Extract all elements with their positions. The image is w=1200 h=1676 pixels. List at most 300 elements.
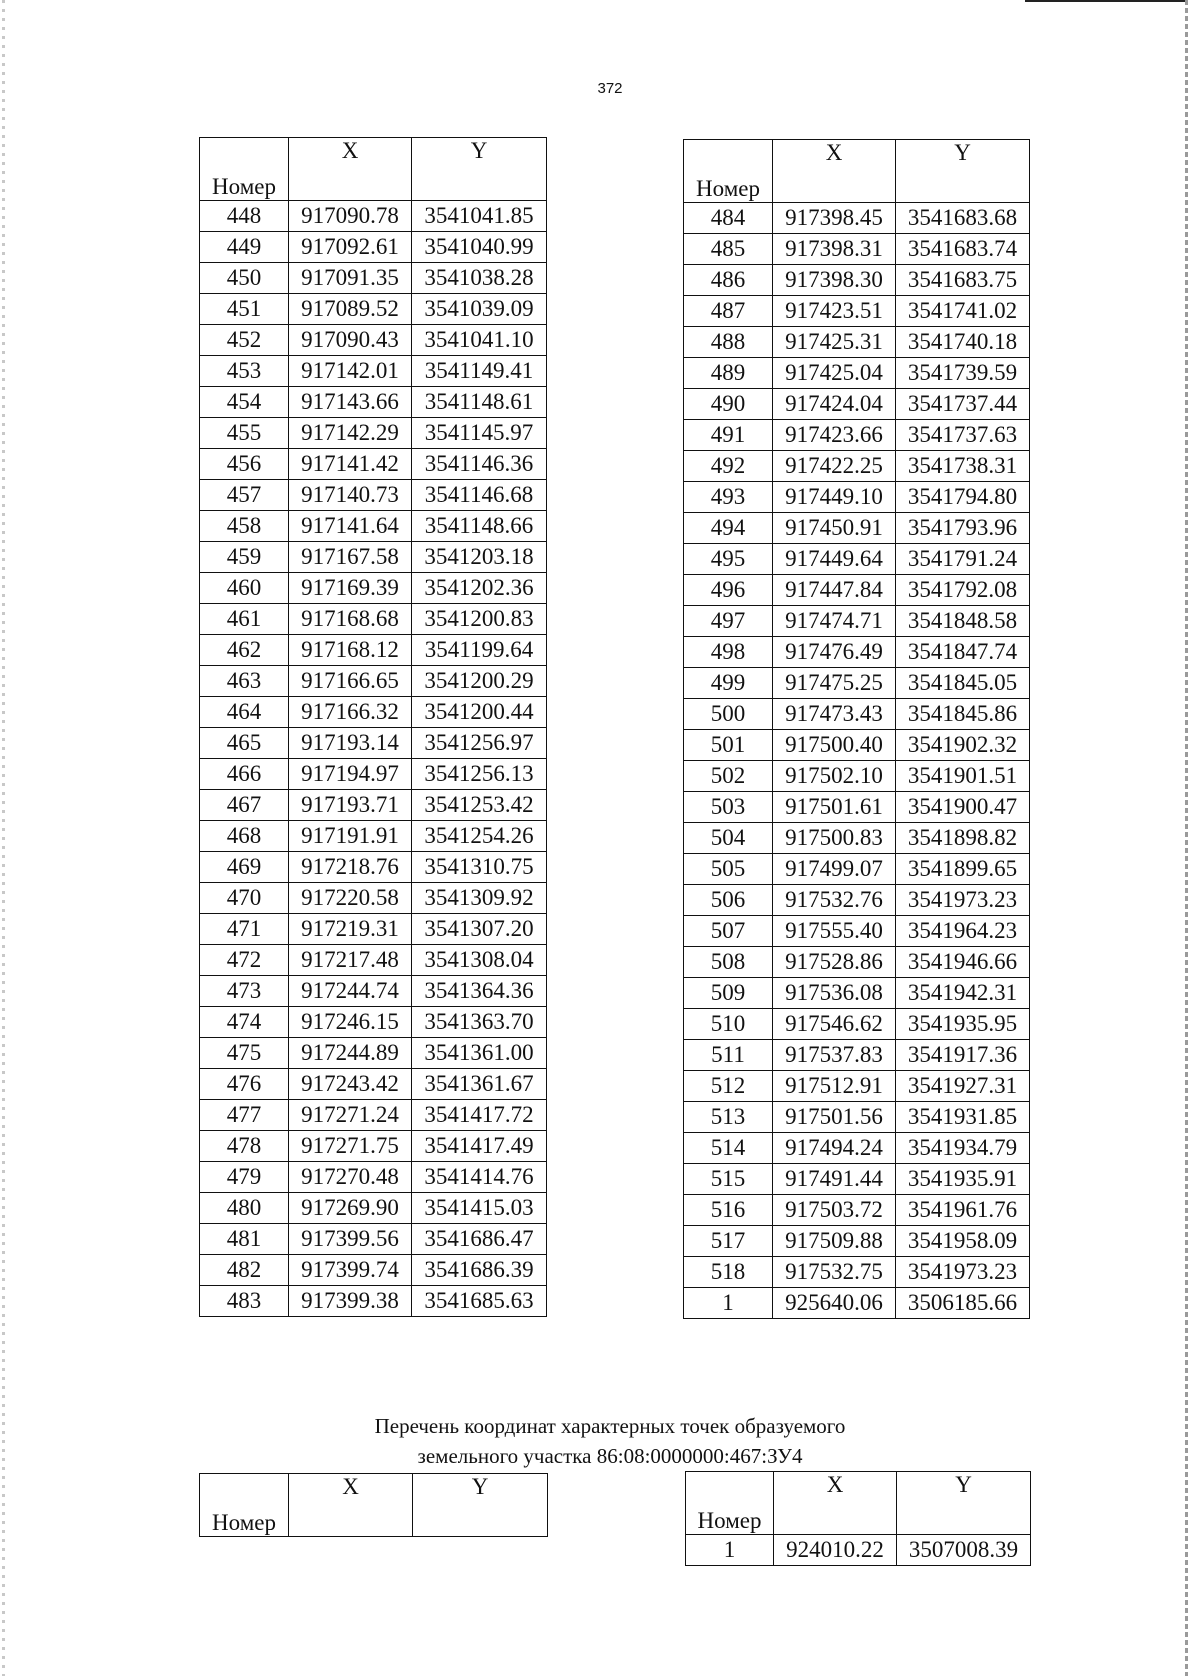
table-row [684, 451, 1030, 482]
cell-y: 3541739.59 [896, 358, 1030, 389]
cell-x: 917142.29 [289, 418, 412, 449]
cell-y: 3541307.20 [412, 914, 547, 945]
cell-number: 482 [200, 1255, 289, 1286]
table-row [684, 1009, 1030, 1040]
table-row [200, 883, 547, 914]
cell-x: 917217.48 [289, 945, 412, 976]
table-header-row [200, 1474, 548, 1537]
table-row [684, 854, 1030, 885]
cell-number: 448 [200, 201, 289, 232]
table-row [200, 635, 547, 666]
table-row [200, 821, 547, 852]
cell-y: 3541685.63 [412, 1286, 547, 1317]
header-x: X [773, 140, 896, 203]
cell-x: 917090.78 [289, 201, 412, 232]
table-header-row [200, 138, 547, 201]
table-row [200, 294, 547, 325]
cell-x: 924010.22 [774, 1535, 897, 1566]
header-x: X [774, 1472, 897, 1535]
cell-x: 917555.40 [773, 916, 896, 947]
cell-number: 491 [684, 420, 773, 451]
cell-y: 3541361.67 [412, 1069, 547, 1100]
cell-number: 496 [684, 575, 773, 606]
cell-y: 3506185.66 [896, 1288, 1030, 1319]
cell-number: 469 [200, 852, 289, 883]
cell-y: 3541791.24 [896, 544, 1030, 575]
cell-x: 917193.71 [289, 790, 412, 821]
cell-number: 494 [684, 513, 773, 544]
cell-number: 470 [200, 883, 289, 914]
table-row [684, 544, 1030, 575]
cell-y: 3541363.70 [412, 1007, 547, 1038]
cell-number: 1 [686, 1535, 774, 1566]
header-x: X [289, 138, 412, 201]
cell-x: 917141.64 [289, 511, 412, 542]
table-row [684, 265, 1030, 296]
cell-number: 497 [684, 606, 773, 637]
cell-y: 3541041.10 [412, 325, 547, 356]
table-row [200, 1007, 547, 1038]
cell-y: 3541200.44 [412, 697, 547, 728]
cell-x: 917499.07 [773, 854, 896, 885]
cell-y: 3541254.26 [412, 821, 547, 852]
cell-number: 504 [684, 823, 773, 854]
cell-y: 3541040.99 [412, 232, 547, 263]
table-row [200, 1069, 547, 1100]
cell-y: 3541973.23 [896, 1257, 1030, 1288]
cell-number: 515 [684, 1164, 773, 1195]
cell-y: 3541848.58 [896, 606, 1030, 637]
header-number: Номер [200, 1474, 289, 1537]
cell-number: 454 [200, 387, 289, 418]
table-row [200, 418, 547, 449]
coords-table-bottom-right [685, 1471, 1031, 1566]
table-row [684, 730, 1030, 761]
cell-y: 3541145.97 [412, 418, 547, 449]
cell-number: 499 [684, 668, 773, 699]
header-x: X [289, 1474, 413, 1537]
cell-y: 3541901.51 [896, 761, 1030, 792]
cell-number: 498 [684, 637, 773, 668]
cell-y: 3541308.04 [412, 945, 547, 976]
cell-x: 917398.45 [773, 203, 896, 234]
table-row [200, 449, 547, 480]
cell-x: 917168.12 [289, 635, 412, 666]
cell-y: 3541309.92 [412, 883, 547, 914]
table-row [200, 356, 547, 387]
table-row [684, 978, 1030, 1009]
cell-y: 3541900.47 [896, 792, 1030, 823]
cell-y: 3541256.97 [412, 728, 547, 759]
cell-x: 917166.65 [289, 666, 412, 697]
cell-x: 917140.73 [289, 480, 412, 511]
cell-number: 502 [684, 761, 773, 792]
cell-x: 917168.68 [289, 604, 412, 635]
cell-x: 917270.48 [289, 1162, 412, 1193]
cell-x: 917494.24 [773, 1133, 896, 1164]
cell-x: 917398.31 [773, 234, 896, 265]
cell-y: 3541364.36 [412, 976, 547, 1007]
cell-y: 3541683.74 [896, 234, 1030, 265]
cell-number: 516 [684, 1195, 773, 1226]
cell-number: 511 [684, 1040, 773, 1071]
cell-x: 917449.10 [773, 482, 896, 513]
cell-x: 917091.35 [289, 263, 412, 294]
cell-x: 917474.71 [773, 606, 896, 637]
cell-number: 465 [200, 728, 289, 759]
caption-line-2: земельного участка 86:08:0000000:467:ЗУ4 [417, 1444, 803, 1468]
cell-y: 3541792.08 [896, 575, 1030, 606]
table-row [200, 232, 547, 263]
cell-x: 917503.72 [773, 1195, 896, 1226]
cell-number: 505 [684, 854, 773, 885]
table-row [684, 1195, 1030, 1226]
cell-number: 477 [200, 1100, 289, 1131]
table-row [200, 914, 547, 945]
table-row [684, 823, 1030, 854]
cell-number: 489 [684, 358, 773, 389]
cell-y: 3541202.36 [412, 573, 547, 604]
table-row [200, 1162, 547, 1193]
cell-number: 493 [684, 482, 773, 513]
cell-number: 467 [200, 790, 289, 821]
table-row [684, 1071, 1030, 1102]
cell-y: 3541934.79 [896, 1133, 1030, 1164]
table-row [684, 1226, 1030, 1257]
cell-number: 471 [200, 914, 289, 945]
table-row [200, 976, 547, 1007]
cell-x: 917425.31 [773, 327, 896, 358]
cell-number: 457 [200, 480, 289, 511]
table-row [200, 573, 547, 604]
cell-x: 917425.04 [773, 358, 896, 389]
cell-x: 917166.32 [289, 697, 412, 728]
cell-number: 486 [684, 265, 773, 296]
table-header-row [686, 1472, 1031, 1535]
cell-x: 917142.01 [289, 356, 412, 387]
cell-number: 503 [684, 792, 773, 823]
cell-x: 917244.74 [289, 976, 412, 1007]
table-row [684, 792, 1030, 823]
cell-number: 464 [200, 697, 289, 728]
cell-x: 917509.88 [773, 1226, 896, 1257]
cell-x: 917191.91 [289, 821, 412, 852]
cell-number: 512 [684, 1071, 773, 1102]
table-row [200, 263, 547, 294]
cell-number: 518 [684, 1257, 773, 1288]
table-row [684, 1102, 1030, 1133]
cell-y: 3541741.02 [896, 296, 1030, 327]
cell-number: 452 [200, 325, 289, 356]
table-row [200, 1131, 547, 1162]
cell-x: 917424.04 [773, 389, 896, 420]
cell-y: 3541199.64 [412, 635, 547, 666]
cell-y: 3541415.03 [412, 1193, 547, 1224]
cell-y: 3541738.31 [896, 451, 1030, 482]
cell-y: 3541958.09 [896, 1226, 1030, 1257]
cell-x: 917219.31 [289, 914, 412, 945]
cell-y: 3541253.42 [412, 790, 547, 821]
cell-y: 3541898.82 [896, 823, 1030, 854]
cell-y: 3541361.00 [412, 1038, 547, 1069]
cell-y: 3541146.68 [412, 480, 547, 511]
cell-number: 509 [684, 978, 773, 1009]
table-header-row [684, 140, 1030, 203]
cell-x: 917141.42 [289, 449, 412, 480]
table-row [200, 1255, 547, 1286]
cell-x: 917398.30 [773, 265, 896, 296]
cell-number: 513 [684, 1102, 773, 1133]
cell-x: 917090.43 [289, 325, 412, 356]
cell-number: 508 [684, 947, 773, 978]
cell-y: 3541946.66 [896, 947, 1030, 978]
cell-x: 917500.83 [773, 823, 896, 854]
table-row [684, 637, 1030, 668]
cell-number: 517 [684, 1226, 773, 1257]
cell-number: 462 [200, 635, 289, 666]
page-number: 372 [597, 80, 623, 97]
cell-y: 3541845.86 [896, 699, 1030, 730]
table-row [200, 1100, 547, 1131]
cell-x: 917447.84 [773, 575, 896, 606]
cell-x: 917269.90 [289, 1193, 412, 1224]
cell-number: 475 [200, 1038, 289, 1069]
caption-line-1: Перечень координат характерных точек образуемого [374, 1414, 846, 1438]
cell-number: 449 [200, 232, 289, 263]
cell-x: 917143.66 [289, 387, 412, 418]
cell-y: 3541039.09 [412, 294, 547, 325]
cell-x: 917271.75 [289, 1131, 412, 1162]
cell-y: 3541931.85 [896, 1102, 1030, 1133]
cell-x: 917244.89 [289, 1038, 412, 1069]
cell-number: 476 [200, 1069, 289, 1100]
cell-number: 455 [200, 418, 289, 449]
cell-x: 917450.91 [773, 513, 896, 544]
table-row [684, 1133, 1030, 1164]
cell-y: 3541146.36 [412, 449, 547, 480]
cell-y: 3541683.68 [896, 203, 1030, 234]
cell-y: 3541148.61 [412, 387, 547, 418]
header-number: Номер [684, 140, 773, 203]
cell-x: 917546.62 [773, 1009, 896, 1040]
cell-number: 480 [200, 1193, 289, 1224]
cell-number: 459 [200, 542, 289, 573]
table-row [684, 203, 1030, 234]
table-row [200, 511, 547, 542]
cell-y: 3541414.76 [412, 1162, 547, 1193]
table-row [200, 697, 547, 728]
cell-y: 3541899.65 [896, 854, 1030, 885]
header-number: Номер [200, 138, 289, 201]
cell-x: 917502.10 [773, 761, 896, 792]
cell-number: 460 [200, 573, 289, 604]
table-row [684, 606, 1030, 637]
cell-x: 917246.15 [289, 1007, 412, 1038]
cell-number: 451 [200, 294, 289, 325]
table-row [684, 420, 1030, 451]
table-row [200, 1038, 547, 1069]
cell-x: 917475.25 [773, 668, 896, 699]
cell-x: 925640.06 [773, 1288, 896, 1319]
table-row [684, 1164, 1030, 1195]
cell-y: 3541686.39 [412, 1255, 547, 1286]
cell-number: 453 [200, 356, 289, 387]
cell-y: 3541935.91 [896, 1164, 1030, 1195]
cell-y: 3541148.66 [412, 511, 547, 542]
table-row [200, 790, 547, 821]
cell-x: 917532.75 [773, 1257, 896, 1288]
table-row [684, 885, 1030, 916]
cell-number: 468 [200, 821, 289, 852]
cell-y: 3541737.44 [896, 389, 1030, 420]
cell-y: 3541917.36 [896, 1040, 1030, 1071]
cell-number: 481 [200, 1224, 289, 1255]
header-number: Номер [686, 1472, 774, 1535]
section-caption [280, 1411, 940, 1471]
cell-number: 474 [200, 1007, 289, 1038]
cell-y: 3541041.85 [412, 201, 547, 232]
cell-y: 3541973.23 [896, 885, 1030, 916]
cell-number: 484 [684, 203, 773, 234]
cell-number: 500 [684, 699, 773, 730]
table-row [200, 387, 547, 418]
cell-y: 3541935.95 [896, 1009, 1030, 1040]
cell-number: 507 [684, 916, 773, 947]
table-row [200, 325, 547, 356]
cell-number: 483 [200, 1286, 289, 1317]
table-row [200, 759, 547, 790]
cell-y: 3507008.39 [897, 1535, 1031, 1566]
cell-x: 917532.76 [773, 885, 896, 916]
cell-y: 3541038.28 [412, 263, 547, 294]
table-row [200, 666, 547, 697]
scan-left-edge [2, 0, 5, 1676]
cell-x: 917491.44 [773, 1164, 896, 1195]
coords-table-left [199, 137, 547, 1317]
cell-x: 917449.64 [773, 544, 896, 575]
cell-x: 917271.24 [289, 1100, 412, 1131]
table-row [200, 480, 547, 511]
cell-number: 492 [684, 451, 773, 482]
cell-y: 3541256.13 [412, 759, 547, 790]
cell-x: 917536.08 [773, 978, 896, 1009]
cell-x: 917537.83 [773, 1040, 896, 1071]
cell-y: 3541942.31 [896, 978, 1030, 1009]
cell-x: 917423.66 [773, 420, 896, 451]
cell-number: 485 [684, 234, 773, 265]
cell-x: 917089.52 [289, 294, 412, 325]
cell-y: 3541683.75 [896, 265, 1030, 296]
table-row [200, 852, 547, 883]
cell-number: 1 [684, 1288, 773, 1319]
cell-y: 3541417.49 [412, 1131, 547, 1162]
table-row [684, 947, 1030, 978]
cell-x: 917092.61 [289, 232, 412, 263]
cell-x: 917194.97 [289, 759, 412, 790]
cell-x: 917193.14 [289, 728, 412, 759]
table-row [684, 916, 1030, 947]
cell-x: 917169.39 [289, 573, 412, 604]
cell-y: 3541310.75 [412, 852, 547, 883]
header-y: Y [896, 140, 1030, 203]
cell-number: 463 [200, 666, 289, 697]
cell-y: 3541961.76 [896, 1195, 1030, 1226]
cell-x: 917476.49 [773, 637, 896, 668]
cell-y: 3541149.41 [412, 356, 547, 387]
cell-number: 479 [200, 1162, 289, 1193]
table-row [684, 389, 1030, 420]
table-row [200, 1286, 547, 1317]
table-row [684, 575, 1030, 606]
cell-y: 3541740.18 [896, 327, 1030, 358]
table-row [684, 1288, 1030, 1319]
cell-y: 3541200.83 [412, 604, 547, 635]
cell-number: 472 [200, 945, 289, 976]
cell-number: 506 [684, 885, 773, 916]
cell-number: 488 [684, 327, 773, 358]
table-row [684, 1257, 1030, 1288]
coords-table-right [683, 139, 1030, 1319]
cell-y: 3541927.31 [896, 1071, 1030, 1102]
cell-x: 917473.43 [773, 699, 896, 730]
cell-number: 450 [200, 263, 289, 294]
cell-x: 917243.42 [289, 1069, 412, 1100]
cell-y: 3541845.05 [896, 668, 1030, 699]
cell-y: 3541737.63 [896, 420, 1030, 451]
cell-y: 3541200.29 [412, 666, 547, 697]
cell-y: 3541417.72 [412, 1100, 547, 1131]
cell-number: 456 [200, 449, 289, 480]
table-row [200, 1193, 547, 1224]
cell-x: 917501.56 [773, 1102, 896, 1133]
cell-number: 461 [200, 604, 289, 635]
table-row [200, 604, 547, 635]
table-row [684, 761, 1030, 792]
cell-x: 917528.86 [773, 947, 896, 978]
cell-number: 473 [200, 976, 289, 1007]
scan-right-edge [1185, 0, 1188, 1676]
cell-number: 514 [684, 1133, 773, 1164]
table-row [684, 327, 1030, 358]
cell-number: 495 [684, 544, 773, 575]
cell-y: 3541794.80 [896, 482, 1030, 513]
cell-number: 466 [200, 759, 289, 790]
table-row [684, 699, 1030, 730]
cell-y: 3541203.18 [412, 542, 547, 573]
table-row [684, 513, 1030, 544]
cell-number: 487 [684, 296, 773, 327]
cell-x: 917218.76 [289, 852, 412, 883]
table-row [200, 201, 547, 232]
table-row [684, 668, 1030, 699]
table-row [684, 296, 1030, 327]
cell-y: 3541793.96 [896, 513, 1030, 544]
cell-x: 917501.61 [773, 792, 896, 823]
cell-x: 917423.51 [773, 296, 896, 327]
table-row [200, 728, 547, 759]
cell-x: 917422.25 [773, 451, 896, 482]
table-row [684, 1040, 1030, 1071]
cell-y: 3541847.74 [896, 637, 1030, 668]
cell-x: 917167.58 [289, 542, 412, 573]
table-row [684, 358, 1030, 389]
header-y: Y [897, 1472, 1031, 1535]
header-y: Y [413, 1474, 548, 1537]
cell-x: 917512.91 [773, 1071, 896, 1102]
cell-x: 917399.56 [289, 1224, 412, 1255]
cell-x: 917500.40 [773, 730, 896, 761]
cell-x: 917399.74 [289, 1255, 412, 1286]
